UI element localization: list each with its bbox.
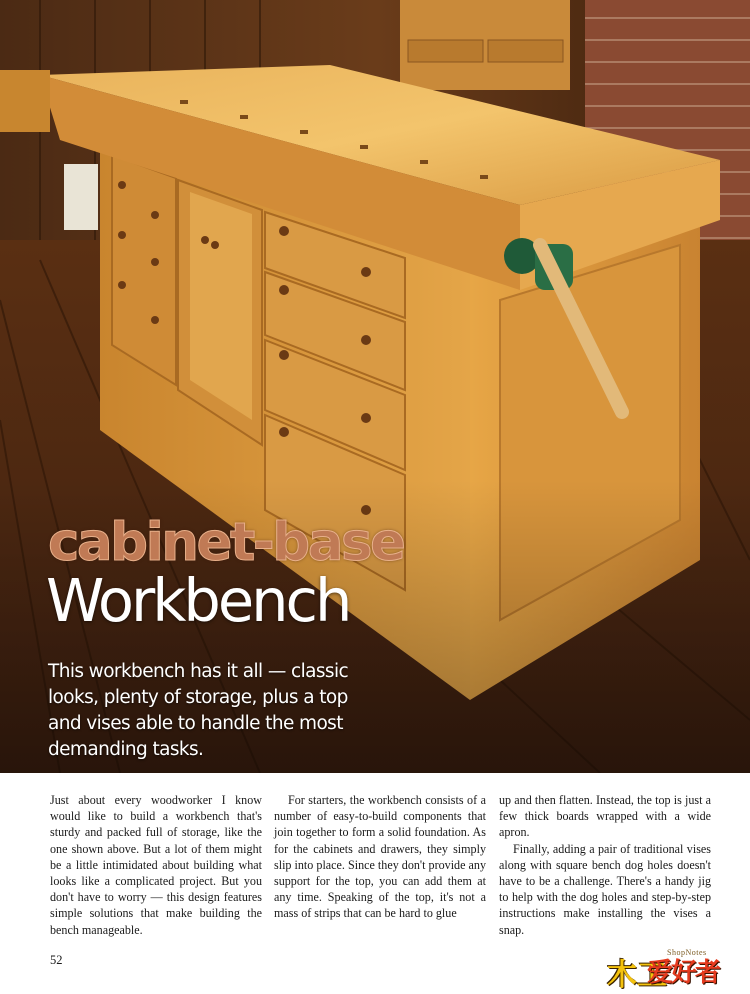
watermark-brand-small: ShopNotes bbox=[667, 948, 707, 957]
body-column-1 bbox=[50, 792, 262, 938]
body-paragraph: up and then flatten. Instead, the top is just a few thick boards wrapped with a wide apron. bbox=[499, 793, 711, 840]
page-number: 52 bbox=[50, 953, 63, 967]
body-column-2 bbox=[274, 792, 486, 922]
watermark-glyph-a: 木工 bbox=[607, 958, 667, 993]
watermark-glyph-b: 爱好者 bbox=[647, 958, 720, 988]
article-title-line1: cabinet-base bbox=[48, 512, 404, 573]
body-column-3 bbox=[499, 792, 711, 938]
body-paragraph: Just about every woodworker I know would like to build a workbench that's sturdy and packed full of storage, like the one shown above. But a lot of them might be a little intimidated about building what looks like a complicated project. But you don't have to worry — this design features simple solutions that make building the bench manageable. bbox=[50, 793, 262, 937]
body-paragraph: Finally, adding a pair of traditional vises along with square bench dog holes doesn't have to be a challenge. There's a handy jig to help with the dog holes and step-by-step instructions make installing the vises a snap. bbox=[499, 841, 711, 937]
watermark-logo bbox=[607, 948, 737, 993]
article-title-line2: Workbench bbox=[46, 566, 350, 635]
body-paragraph: For starters, the workbench consists of a number of easy-to-build components that join together to form a solid foundation. As for the cabinets and drawers, they simply slip into place. Since they don't provide any support for the top, you can add them at any time. Speaking of the top, it's not a mass of strips that can be hard to glue bbox=[274, 793, 486, 921]
article-subtitle: This workbench has it all — classic looks, plenty of storage, plus a top and vises able to handle the most demanding tasks. bbox=[48, 661, 349, 760]
